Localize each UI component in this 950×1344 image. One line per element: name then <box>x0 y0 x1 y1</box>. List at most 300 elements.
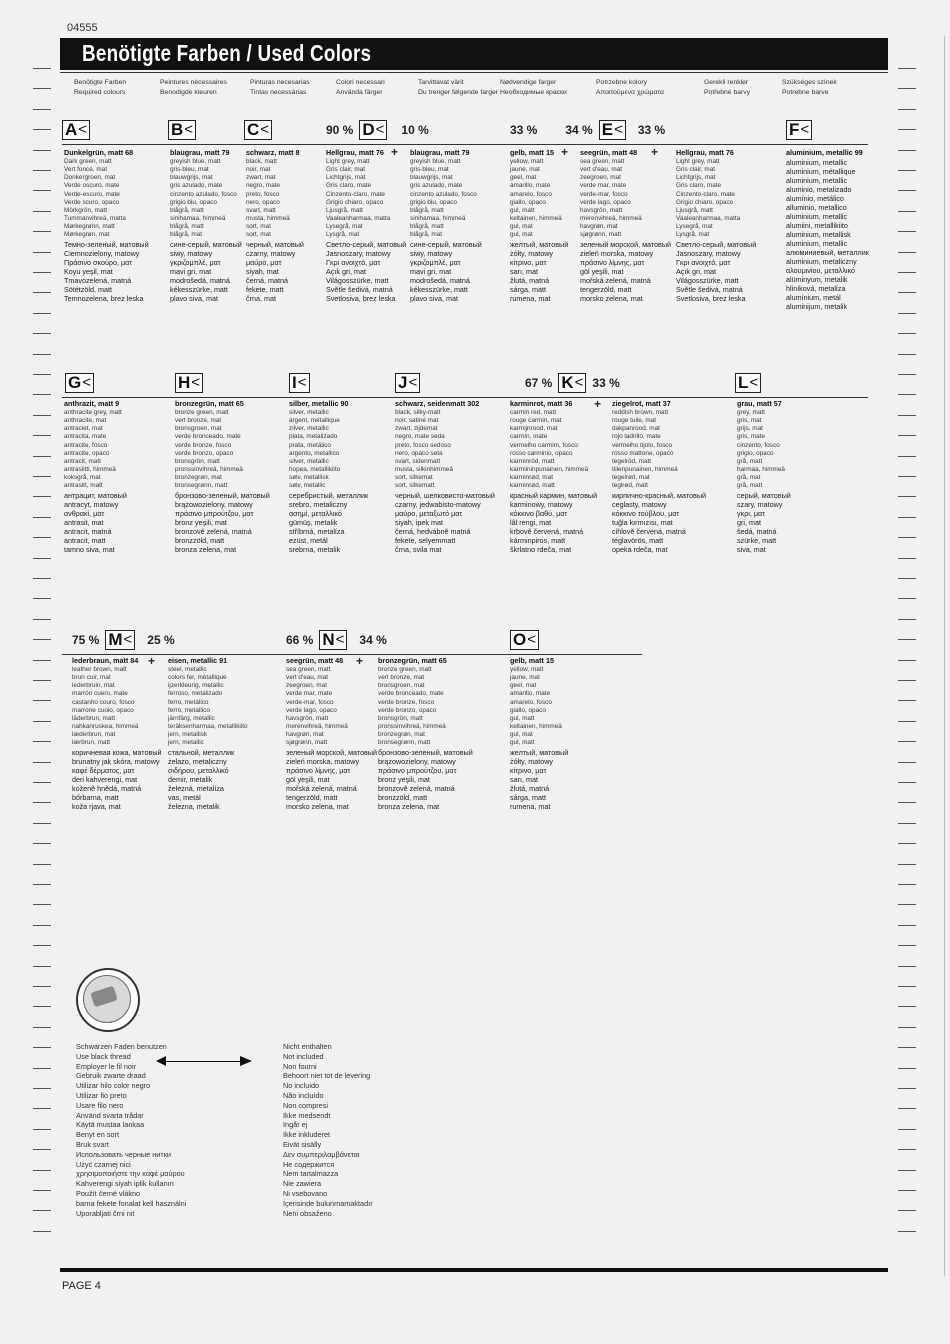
margin-dash <box>33 1231 51 1232</box>
color-translation: gul, mat <box>510 731 533 739</box>
color-translation: Ciemnozielony, matowy <box>64 248 140 258</box>
color-translation: černá, matná <box>246 275 288 285</box>
color-translation: cihlově červená, matná <box>612 526 686 536</box>
color-translation: reddish brown, matt <box>612 409 669 416</box>
color-block-c <box>246 148 304 303</box>
color-name: bronzegrün, matt 65 <box>175 399 244 408</box>
color-translation: yellow, matt <box>510 158 544 165</box>
margin-dash <box>33 884 51 885</box>
color-translation: кирпично-красный, матовый <box>612 490 707 500</box>
color-name: grau, matt 57 <box>737 399 782 408</box>
label-i: I < <box>289 373 310 393</box>
color-translation: szürke, matt <box>737 535 777 545</box>
color-translation: hopea, metallikiito <box>289 466 341 474</box>
color-translation: plavo siva, mat <box>170 293 218 303</box>
color-translation: πράσινο μπρούτζου, ματ <box>378 765 457 775</box>
color-translation: alumínium, metál <box>786 293 841 302</box>
language-header <box>250 78 310 97</box>
percent-67: 67 % <box>525 376 553 390</box>
color-translation: bronsegrønn, matt <box>378 739 431 747</box>
color-translation: aluminium, métallique <box>786 167 856 176</box>
margin-dash <box>898 211 916 212</box>
color-translation: blauwgrijs, mat <box>410 174 453 182</box>
thread-instruction-line: Usare filo nero <box>76 1100 124 1110</box>
color-name: bronzegrün, matt 65 <box>378 656 447 665</box>
margin-dash <box>33 558 51 559</box>
color-translation: gul, mat <box>510 223 533 231</box>
color-translation: zwart, mat <box>246 174 276 182</box>
color-translation: verde lago, opaco <box>580 198 631 206</box>
not-included-line: Não incluído <box>283 1090 324 1100</box>
color-name: silber, metallic 90 <box>289 399 349 408</box>
letter-f: F <box>789 120 800 139</box>
color-translation: carmin red, matt <box>510 409 557 416</box>
color-translation: keltainen, himmeä <box>510 723 562 731</box>
color-translation: antracit, matt <box>64 457 101 465</box>
color-translation: aluminium, metaliczny <box>786 257 857 266</box>
color-translation: modrošedá, matná <box>170 275 230 285</box>
color-translation: gris azulado, mate <box>410 182 463 190</box>
margin-dash <box>33 1170 51 1171</box>
color-translation: zwart, zijdemat <box>395 425 438 433</box>
color-translation: sort, mat <box>246 223 271 231</box>
color-translation: preto, fosco sedoso <box>395 441 451 449</box>
margin-dash <box>898 680 916 681</box>
color-translation: ανθρακί, ματ <box>64 508 105 518</box>
margin-dash <box>898 1068 916 1069</box>
color-translation: Γκρι ανοιχτό, ματ <box>326 257 381 267</box>
margin-dash <box>898 476 916 477</box>
language-line: Potřebné barvy <box>704 88 751 96</box>
color-translation: Světle šedivá, matná <box>326 284 393 294</box>
margin-dash <box>898 1108 916 1109</box>
margin-dash <box>898 1149 916 1150</box>
color-translation: colors fer, métallique <box>168 674 227 682</box>
color-translation: Vert foncé, mat <box>64 166 107 174</box>
margin-dash <box>898 1027 916 1028</box>
color-name: ziegelrot, matt 37 <box>612 399 671 408</box>
color-translation: Lichtgrijs, mat <box>676 174 716 182</box>
color-translation: gri, mat <box>737 517 761 527</box>
label-o: O < <box>510 630 539 650</box>
color-name: schwarz, seidenmatt 302 <box>395 399 480 408</box>
color-translation: żelazo, metaliczny <box>168 756 227 766</box>
header-divider <box>60 72 888 73</box>
color-translation: srebro, metaliczny <box>289 499 348 509</box>
margin-dash <box>33 945 51 946</box>
thread-instruction-line: Utilizar fio preto <box>76 1090 127 1100</box>
margin-dash <box>898 88 916 89</box>
color-translation: zeegroen, mat <box>286 682 327 690</box>
margin-dash <box>898 517 916 518</box>
color-block-o <box>510 656 568 811</box>
color-translation: bronzově zelená, matná <box>378 783 455 793</box>
color-translation: sølv, metallisk <box>289 474 329 482</box>
color-translation: μαύρο, ματ <box>246 257 282 267</box>
margin-dash <box>898 1231 916 1232</box>
color-translation: teräksenharmaa, metallikiito <box>168 723 248 731</box>
not-included-line: Ikke inkluderet <box>283 1130 331 1140</box>
right-margin-line <box>944 36 945 1276</box>
color-translation: bronsgroen, mat <box>175 425 222 433</box>
margin-dash <box>33 843 51 844</box>
margin-dash <box>33 741 51 742</box>
margin-dash <box>898 619 916 620</box>
color-translation: merenvihreä, himmeä <box>286 723 348 731</box>
color-translation: tuğla kırmızısı, mat <box>612 517 673 527</box>
color-translation: κίτρινο, ματ <box>510 765 547 775</box>
language-line: Pinturas necesarias <box>250 79 310 86</box>
color-translation: πράσινο λίμνης, ματ <box>580 257 645 267</box>
color-translation: bronzzöld, matt <box>175 535 225 545</box>
margin-dash <box>898 1170 916 1171</box>
margin-dash <box>33 435 51 436</box>
margin-dash <box>898 333 916 334</box>
margin-dash <box>898 598 916 599</box>
margin-dash <box>33 925 51 926</box>
margin-dash <box>33 88 51 89</box>
margin-dash <box>898 986 916 987</box>
color-translation: Temnozelena, brez leska <box>64 293 144 303</box>
color-translation: jern, metallic <box>168 739 204 747</box>
color-translation: sea green, matt <box>286 666 331 673</box>
color-translation: ezüst, metál <box>289 535 328 545</box>
color-translation: jaune, mat <box>510 166 540 174</box>
color-translation: antrasit, mat <box>64 517 104 527</box>
color-translation: argent, métallique <box>289 417 340 425</box>
language-line: Gerekli renkler <box>704 79 749 86</box>
color-translation: bőrbarna, matt <box>72 792 119 802</box>
color-block-m1 <box>72 656 162 811</box>
percent-10: 10 % <box>401 123 429 137</box>
color-translation: rouge carmin, mat <box>510 417 562 425</box>
color-translation: anthracite grey, matt <box>64 409 122 416</box>
thread-instruction-line: Uporabljati črni nit <box>76 1208 135 1218</box>
margin-dash <box>898 1190 916 1191</box>
color-block-n1 <box>286 656 377 811</box>
color-translation: γκριζομπλέ, ματ <box>170 257 221 267</box>
color-translation: rumena, mat <box>510 801 551 811</box>
color-translation: verde bronceado, mate <box>175 433 241 441</box>
color-block-k2 <box>612 399 706 554</box>
color-translation: tegelröd, matt <box>612 457 652 465</box>
color-translation: nahkanruskea, himmeä <box>72 723 139 731</box>
thread-instruction-line: Käytä mustaa lankaa <box>76 1120 145 1130</box>
color-translation: antraciet, mat <box>64 425 103 433</box>
color-translation: černá, hedvábně matná <box>395 526 471 536</box>
color-translation: antracit, matt <box>64 535 106 545</box>
color-translation: aluminium, metallic <box>786 239 848 248</box>
margin-dash <box>898 966 916 967</box>
color-translation: jaune, mat <box>510 674 540 682</box>
language-header <box>160 78 227 97</box>
language-line: Απαιτούμενα χρώματα <box>596 88 664 96</box>
color-translation: vert d'eau, mat <box>286 674 329 682</box>
color-translation: πράσινο λίμνης, ματ <box>286 765 351 775</box>
color-translation: svart, matt <box>246 206 276 214</box>
thread-instruction-line: Använd svarta trådar <box>76 1110 144 1120</box>
margin-dash <box>898 354 916 355</box>
language-header <box>336 78 385 97</box>
color-translation: Light grey, matt <box>326 158 370 165</box>
color-translation: plavo siva, mat <box>410 293 458 303</box>
margin-dash <box>33 598 51 599</box>
margin-dash <box>898 700 916 701</box>
color-translation: pronssinvihreä, himmeä <box>378 723 446 731</box>
thread-instruction-line: Użyć czarnej nici <box>76 1159 131 1169</box>
margin-dash <box>33 864 51 865</box>
color-translation: vermelho tijolo, fosco <box>612 441 673 449</box>
color-translation: kárminpiros, matt <box>510 535 566 545</box>
margin-dash <box>33 1108 51 1109</box>
color-translation: Mørkegrøn, mat <box>64 231 110 239</box>
color-translation: aluminium, metallic <box>786 176 848 185</box>
color-translation: Jasnoszary, matowy <box>676 248 741 258</box>
letter-k: K <box>561 373 574 392</box>
margin-dash <box>898 741 916 742</box>
color-translation: gul, mat <box>510 231 533 239</box>
language-line: Potrebne barve <box>782 88 829 96</box>
arrow-line <box>162 1061 248 1062</box>
not-included-line: Behoort niet tot de levering <box>283 1071 371 1081</box>
color-translation: rojo ladrillo, mate <box>612 433 661 441</box>
margin-dash <box>33 272 51 273</box>
label-h: H < <box>175 373 203 393</box>
color-name: karminrot, matt 36 <box>510 399 573 408</box>
color-translation: Világosszürke, matt <box>326 275 389 285</box>
letter-a: A <box>65 120 78 139</box>
color-translation: Cinzento-claro, mate <box>676 190 735 198</box>
color-translation: алюминиевый, металлик <box>786 248 869 257</box>
color-translation: ijzerkleurig, metallic <box>168 682 224 690</box>
color-translation: grey, matt <box>737 409 765 416</box>
margin-dash <box>33 639 51 640</box>
color-translation: žlutá, matná <box>510 783 550 793</box>
color-translation: καφέ δέρματος, ματ <box>72 765 135 775</box>
color-translation: dakpanrood, mat <box>612 425 660 433</box>
color-block-e1 <box>510 148 568 303</box>
margin-dash <box>898 272 916 273</box>
margin-dash <box>898 782 916 783</box>
margin-dash <box>33 966 51 967</box>
color-translation: sort, mat <box>246 231 271 239</box>
color-translation: cinzento azulado, fosco <box>170 190 237 198</box>
color-translation: vert d'eau, mat <box>580 166 623 174</box>
color-block-j <box>395 399 495 554</box>
margin-dash <box>898 231 916 232</box>
color-translation: musta, silkinhimmeä <box>395 466 453 474</box>
label-c: C < <box>244 120 272 140</box>
color-translation: Lysegrå, mat <box>676 223 713 231</box>
language-line: Colori necessari <box>336 79 385 86</box>
color-translation: bronsgrön, matt <box>378 714 423 722</box>
color-name: seegrün, matt 48 <box>580 148 638 157</box>
color-translation: ferroso, metalizado <box>168 690 223 698</box>
color-name: gelb, matt 15 <box>510 148 554 157</box>
color-translation: Koyu yeşil, mat <box>64 266 113 276</box>
color-translation: verde mar, mate <box>286 690 333 698</box>
color-translation: črna, svila mat <box>395 544 442 554</box>
color-name: eisen, metallic 91 <box>168 656 228 665</box>
not-included-line: Ikke medsendt <box>283 1110 331 1120</box>
margin-dash <box>33 1068 51 1069</box>
thread-instruction-line: Employer le fil noir <box>76 1061 137 1071</box>
color-translation: Világosszürke, matt <box>676 275 739 285</box>
color-translation: black, silky-matt <box>395 409 441 416</box>
thread-instruction-line: Use black thread <box>76 1051 131 1061</box>
color-translation: siva, mat <box>737 544 766 554</box>
not-included-line: Non compresi <box>283 1100 329 1110</box>
color-translation: antracyt, matowy <box>64 499 119 509</box>
label-n: 66 % N < 34 % <box>286 630 387 649</box>
color-translation: aluminio, metalizado <box>786 185 852 194</box>
color-translation: giallo, opaco <box>510 706 546 714</box>
label-m: 75 % M < 25 % <box>72 630 175 649</box>
color-translation: bronze green, matt <box>175 409 229 416</box>
color-translation: rumena, mat <box>510 293 551 303</box>
color-translation: стальной, металлик <box>168 747 235 757</box>
color-translation: tegelrød, mat <box>612 474 650 482</box>
margin-dash <box>898 435 916 436</box>
color-translation: серебристый, металлик <box>289 490 369 500</box>
color-translation: deri kahverengi, mat <box>72 774 138 784</box>
color-translation: Light grey, matt <box>676 158 720 165</box>
margin-dash <box>33 292 51 293</box>
color-translation: svart, sidenmatt <box>395 457 441 465</box>
color-block-h <box>175 399 270 554</box>
color-translation: blågrå, matt <box>170 223 204 231</box>
color-translation: noir, satiné mat <box>395 417 439 425</box>
color-translation: göl yeşili, mat <box>286 774 330 784</box>
color-translation: sinihamaa, himmeä <box>410 215 466 223</box>
color-translation: Светло-серый, матовый <box>676 239 757 249</box>
color-translation: alüminyum, metalik <box>786 275 848 284</box>
color-translation: morsko zelena, mat <box>580 293 643 303</box>
page-title: Benötigte Farben / Used Colors <box>82 40 372 66</box>
color-translation: brązowozielony, matowy <box>378 756 456 766</box>
margin-dash <box>33 762 51 763</box>
color-translation: gris, mat <box>737 417 762 425</box>
color-block-d1 <box>326 148 406 303</box>
color-block-i <box>289 399 368 554</box>
color-translation: noir, mat <box>246 166 271 174</box>
letter-e: E <box>601 120 614 139</box>
color-translation: krbově červená, matná <box>510 526 584 536</box>
margin-dash <box>898 170 916 171</box>
color-translation: bronsegrønn, matt <box>175 482 228 490</box>
color-translation: κόκκινο τούβλου, ματ <box>612 508 680 518</box>
color-translation: bronsgrön, matt <box>175 457 220 465</box>
percent-34: 34 % <box>565 123 593 137</box>
color-block-g <box>64 399 127 554</box>
color-translation: antrasitt, matt <box>64 482 103 490</box>
not-included-line: Not included <box>283 1051 324 1061</box>
language-header <box>500 78 567 97</box>
color-name: gelb, matt 15 <box>510 656 554 665</box>
color-translation: серый, матовый <box>737 490 791 500</box>
color-translation: gul, matt <box>510 739 535 747</box>
color-translation: silver, metallic <box>289 457 329 465</box>
margin-dash <box>33 496 51 497</box>
color-translation: giallo, opaco <box>510 198 546 206</box>
margin-dash <box>898 558 916 559</box>
color-name: aluminium, metallic 99 <box>786 148 863 157</box>
color-translation: koksgrå, mat <box>64 474 101 482</box>
color-translation: škrlatno rdeča, mat <box>510 544 572 554</box>
color-name: blaugrau, matt 79 <box>170 148 230 157</box>
color-translation: Светло-серый, матовый <box>326 239 407 249</box>
color-translation: μαύρο, μεταξωτό ματ <box>395 508 463 518</box>
color-translation: antracite, fosco <box>64 441 108 449</box>
color-translation: Jasnoszary, matowy <box>326 248 391 258</box>
margin-dash <box>33 1210 51 1211</box>
color-translation: läderbrun, matt <box>72 714 115 722</box>
color-translation: Lysgrå, mat <box>676 231 710 239</box>
margin-dash <box>33 129 51 130</box>
color-block-e3 <box>676 148 756 303</box>
color-translation: Γκρι ανοιχτό, ματ <box>676 257 731 267</box>
margin-dash <box>898 721 916 722</box>
color-translation: Lysegrå, mat <box>326 223 363 231</box>
margin-dash <box>898 109 916 110</box>
color-translation: amarillo, mate <box>510 182 551 190</box>
color-translation: Lysgrå, mat <box>326 231 360 239</box>
margin-dash <box>898 394 916 395</box>
color-translation: amarelo, fosco <box>510 698 552 706</box>
color-translation: amarillo, mate <box>510 690 551 698</box>
margin-dash <box>33 578 51 579</box>
percent-66: 66 % <box>286 633 314 647</box>
language-line: Använda färger <box>336 88 383 96</box>
color-translation: nero, opaco <box>246 198 280 206</box>
color-translation: gul, matt <box>510 206 535 214</box>
color-translation: grigio blu, opaco <box>170 198 217 206</box>
color-translation: black, matt <box>246 158 277 165</box>
color-translation: tengerzöld, matt <box>580 284 632 294</box>
color-translation: aluminium, metallic <box>786 158 848 167</box>
language-line: Tarvittavat värit <box>418 79 464 86</box>
language-line: Required colours <box>74 88 126 96</box>
color-translation: morsko zelena, mat <box>286 801 349 811</box>
color-translation: lâl rengi, mat <box>510 517 552 527</box>
color-translation: plata, metalizado <box>289 433 338 441</box>
language-header <box>596 78 664 97</box>
color-block-b <box>170 148 242 303</box>
color-translation: cinzento azulado, fosco <box>410 190 477 198</box>
color-translation: argento, metallico <box>289 449 340 457</box>
margin-dash <box>33 252 51 253</box>
color-translation: κόκκινο βαθύ, ματ <box>510 508 568 518</box>
plus-sign-e2: + <box>651 145 659 159</box>
color-translation: Sötétzöld, matt <box>64 284 112 294</box>
not-included-line: Nem tartalmazza <box>283 1169 339 1179</box>
color-translation: черный, шелковисто-матовый <box>395 490 495 500</box>
margin-dash <box>33 1027 51 1028</box>
label-j: J < <box>395 373 420 393</box>
color-translation: aluminium, metallic <box>786 212 848 221</box>
margin-dash <box>898 864 916 865</box>
letter-l: L <box>738 373 749 392</box>
color-translation: nero, opaco seta <box>395 449 443 457</box>
color-translation: verde-mar, fosco <box>286 698 334 706</box>
color-block-e2 <box>580 148 671 303</box>
color-translation: Dark green, matt <box>64 158 112 165</box>
margin-dash <box>33 313 51 314</box>
margin-dash <box>898 415 916 416</box>
color-translation: brun cuir, mat <box>72 674 111 682</box>
margin-dash <box>33 394 51 395</box>
margin-dash <box>33 354 51 355</box>
